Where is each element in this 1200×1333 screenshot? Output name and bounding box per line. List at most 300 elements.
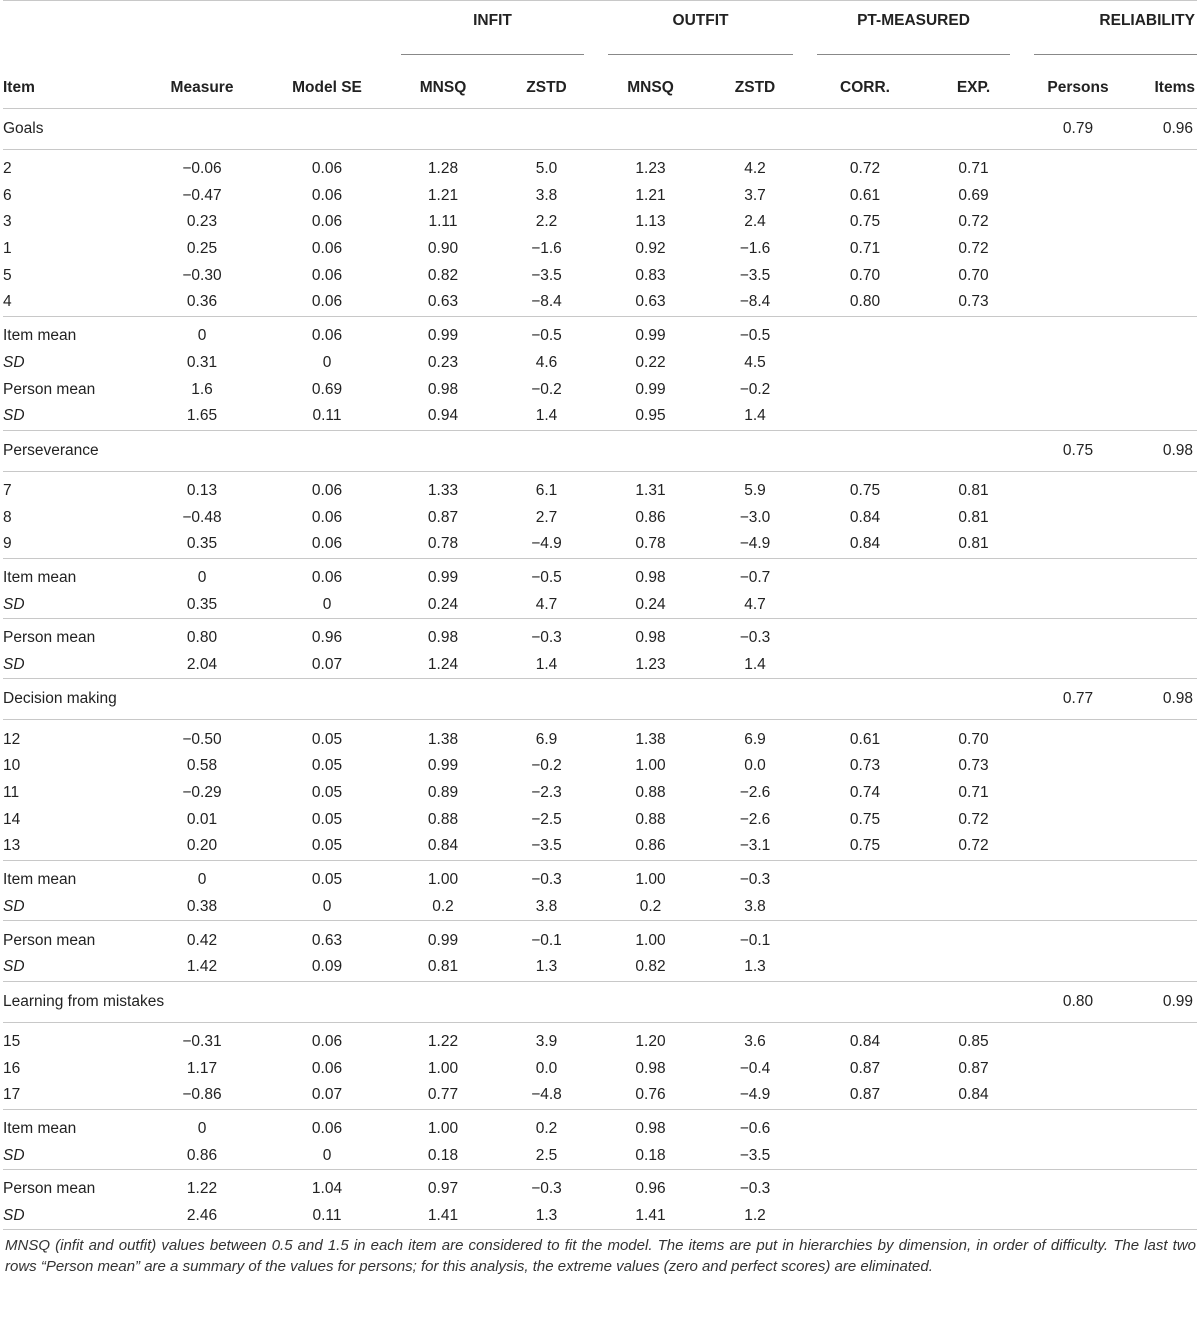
table-footnote: MNSQ (infit and outfit) values between 0.5 and 1.5 in each item are considered to fit the model. The items are put in hierarchies by dimension, in order of difficulty. The last two rows “Person mean” are a summary of the values for persons; for this analysis, the extreme values (zero and perfect scores) are eliminated. [5, 1237, 1196, 1275]
cell-corr: 0.75 [805, 833, 925, 860]
cell-outfit-mnsq: 0.22 [635, 353, 666, 371]
cell-outfit-mnsq: 0.98 [635, 1059, 666, 1077]
summary-row [3, 350, 1197, 377]
summary-row [3, 403, 1197, 430]
cell-outfit-mnsq: 0.92 [635, 240, 666, 258]
cell-measure: 2.04 [139, 652, 265, 679]
cell-model-se: 0.06 [311, 1059, 343, 1077]
cell-exp: 0.84 [925, 1082, 1022, 1109]
cell-outfit-zstd: −0.3 [739, 1180, 771, 1198]
cell-measure: 0.86 [139, 1142, 265, 1169]
cell-measure: 0.23 [186, 213, 218, 231]
cell-infit-zstd: 3.8 [535, 186, 558, 204]
cell-outfit-zstd: 0.0 [744, 757, 766, 775]
cell-outfit-mnsq: 0.18 [596, 1142, 705, 1169]
summary-row [3, 921, 1197, 954]
cell-outfit-mnsq: 0.98 [635, 629, 666, 647]
cell-infit-zstd: 6.9 [535, 730, 558, 748]
cell-item: 15 [3, 1032, 21, 1050]
cell-infit-zstd: −0.2 [531, 757, 562, 775]
cell-corr: 0.84 [849, 1032, 881, 1050]
cell-model-se: 0 [265, 1142, 389, 1169]
cell-model-se: 1.04 [311, 1180, 343, 1198]
cell-measure: 1.42 [139, 954, 265, 981]
cell-item: 13 [3, 833, 139, 860]
cell-measure: 0.80 [186, 629, 218, 647]
cell-infit-mnsq: 1.00 [427, 1059, 459, 1077]
cell-measure: 0 [197, 327, 207, 345]
cell-measure: −0.30 [182, 266, 222, 284]
cell-outfit-mnsq: 0.76 [596, 1082, 705, 1109]
cell-model-se: 0.05 [311, 757, 343, 775]
cell-outfit-mnsq: 0.88 [635, 784, 666, 802]
reliability-items: 0.98 [1134, 679, 1197, 720]
cell-model-se: 0.06 [265, 531, 389, 558]
cell-outfit-mnsq: 0.96 [635, 1180, 666, 1198]
cell-infit-zstd: −0.1 [531, 931, 562, 949]
section-name: Goals [3, 108, 1022, 149]
cell-infit-mnsq: 0.98 [427, 380, 459, 398]
cell-outfit-zstd: −0.4 [739, 1059, 771, 1077]
cell-measure: 0.25 [186, 240, 218, 258]
summary-row [3, 619, 1197, 652]
cell-exp: 0.71 [958, 160, 989, 178]
cell-infit-zstd: −3.5 [531, 266, 562, 284]
cell-outfit-zstd: −0.6 [739, 1119, 771, 1137]
cell-item: 16 [3, 1059, 21, 1077]
table-row [3, 504, 1197, 531]
group-infit: INFIT [473, 12, 512, 29]
cell-model-se: 0.05 [311, 730, 343, 748]
cell-model-se: 0.07 [265, 1082, 389, 1109]
cell-outfit-mnsq: 0.99 [635, 327, 666, 345]
cell-infit-zstd: −1.6 [531, 240, 562, 258]
cell-outfit-zstd: −0.7 [739, 568, 771, 586]
cell-infit-mnsq: 1.22 [427, 1032, 459, 1050]
cell-measure: 1.6 [191, 380, 213, 398]
table-row [3, 209, 1197, 236]
cell-infit-zstd: −0.3 [531, 1180, 562, 1198]
cell-measure: 0.13 [186, 481, 218, 499]
summary-row [3, 1203, 1197, 1230]
cell-corr: 0.80 [805, 289, 925, 316]
cell-measure: 0 [197, 871, 207, 889]
cell-outfit-mnsq: 0.83 [635, 266, 666, 284]
table-row [3, 720, 1197, 753]
cell-item: 10 [3, 757, 21, 775]
cell-item: 12 [3, 730, 21, 748]
table-row [3, 806, 1197, 833]
cell-item: Item mean [3, 1119, 77, 1137]
cell-infit-mnsq: 0.99 [427, 757, 459, 775]
column-header-row [3, 68, 1197, 109]
cell-model-se: 0.06 [311, 508, 343, 526]
cell-outfit-zstd: 6.9 [744, 730, 766, 748]
col-outfit-mnsq: MNSQ [627, 78, 674, 96]
cell-infit-mnsq: 1.33 [427, 481, 459, 499]
cell-model-se: 0.05 [265, 833, 389, 860]
section-header-row [3, 108, 1197, 149]
summary-row [3, 316, 1197, 349]
reliability-persons: 0.79 [1022, 108, 1134, 149]
cell-infit-zstd: 6.1 [535, 481, 558, 499]
table-row [3, 236, 1197, 263]
col-corr: CORR. [840, 78, 890, 96]
cell-outfit-zstd: −3.5 [705, 1142, 805, 1169]
cell-measure: 1.17 [186, 1059, 218, 1077]
cell-corr: 0.75 [849, 213, 881, 231]
cell-infit-mnsq: 0.89 [427, 784, 459, 802]
cell-corr: 0.75 [849, 481, 881, 499]
cell-item: 4 [3, 289, 139, 316]
cell-infit-zstd: 4.6 [535, 353, 558, 371]
summary-row [3, 1170, 1197, 1203]
cell-outfit-zstd: −8.4 [705, 289, 805, 316]
cell-exp: 0.70 [958, 730, 989, 748]
col-exp: EXP. [956, 78, 991, 96]
cell-outfit-zstd: −0.2 [739, 380, 771, 398]
cell-infit-zstd: −4.9 [497, 531, 596, 558]
cell-corr: 0.75 [849, 810, 881, 828]
cell-item: 14 [3, 810, 21, 828]
summary-row [3, 860, 1197, 893]
cell-model-se: 0.06 [265, 289, 389, 316]
cell-corr: 0.87 [805, 1082, 925, 1109]
cell-measure: 0.36 [139, 289, 265, 316]
cell-infit-zstd: 4.7 [497, 591, 596, 618]
cell-infit-zstd: 1.3 [497, 1203, 596, 1230]
cell-corr: 0.74 [849, 784, 881, 802]
cell-outfit-mnsq: 0.2 [596, 894, 705, 921]
cell-infit-zstd: 1.4 [497, 652, 596, 679]
cell-model-se: 0.11 [265, 1203, 389, 1230]
cell-corr: 0.72 [849, 160, 881, 178]
cell-corr: 0.73 [849, 757, 881, 775]
cell-outfit-mnsq: 0.86 [596, 833, 705, 860]
cell-item: SD [3, 1142, 139, 1169]
reliability-persons: 0.77 [1022, 679, 1134, 720]
cell-outfit-mnsq: 0.86 [635, 508, 666, 526]
summary-row [3, 376, 1197, 403]
cell-measure: −0.47 [182, 186, 222, 204]
cell-infit-zstd: 2.7 [535, 508, 558, 526]
cell-infit-mnsq: 1.00 [427, 871, 459, 889]
section-header-row [3, 981, 1197, 1022]
cell-outfit-zstd: 1.3 [705, 954, 805, 981]
cell-infit-mnsq: 1.00 [427, 1119, 459, 1137]
cell-model-se: 0.06 [311, 266, 343, 284]
section-name: Decision making [3, 679, 1022, 720]
cell-model-se: 0.11 [265, 403, 389, 430]
cell-model-se: 0.05 [311, 784, 343, 802]
cell-outfit-mnsq: 0.95 [596, 403, 705, 430]
cell-exp: 0.72 [925, 833, 1022, 860]
col-item: Item [3, 78, 35, 96]
cell-model-se: 0.05 [311, 810, 343, 828]
cell-measure: 2.46 [139, 1203, 265, 1230]
cell-exp: 0.72 [958, 810, 989, 828]
group-header-row [3, 1, 1197, 41]
cell-infit-mnsq: 1.28 [427, 160, 459, 178]
cell-outfit-mnsq: 1.13 [635, 213, 666, 231]
cell-infit-mnsq: 0.88 [427, 810, 459, 828]
cell-measure: 0.01 [186, 810, 218, 828]
col-measure: Measure [170, 78, 234, 96]
cell-model-se: 0.05 [311, 871, 343, 889]
cell-item: 2 [3, 160, 12, 178]
col-items: Items [1154, 78, 1195, 96]
cell-measure: 0 [197, 1119, 207, 1137]
cell-infit-mnsq: 0.99 [427, 568, 459, 586]
cell-infit-mnsq: 0.99 [427, 931, 459, 949]
cell-infit-zstd: −0.5 [531, 327, 562, 345]
cell-outfit-zstd: −3.1 [705, 833, 805, 860]
cell-infit-zstd: 5.0 [535, 160, 558, 178]
table-row [3, 262, 1197, 289]
cell-outfit-zstd: 4.5 [744, 353, 766, 371]
cell-item: SD [3, 954, 139, 981]
cell-model-se: 0.06 [311, 1119, 343, 1137]
cell-measure: −0.48 [182, 508, 222, 526]
cell-outfit-mnsq: 0.98 [635, 568, 666, 586]
reliability-items: 0.96 [1134, 108, 1197, 149]
cell-infit-zstd: 0.0 [535, 1059, 558, 1077]
cell-corr: 0.61 [849, 730, 881, 748]
summary-row [3, 558, 1197, 591]
cell-infit-zstd: −4.8 [497, 1082, 596, 1109]
cell-measure: 0.35 [139, 591, 265, 618]
cell-infit-zstd: −2.5 [531, 810, 562, 828]
cell-model-se: 0.06 [311, 327, 343, 345]
group-pt-measured: PT-MEASURED [857, 12, 970, 29]
cell-infit-mnsq: 0.94 [389, 403, 497, 430]
cell-outfit-zstd: 3.7 [744, 186, 766, 204]
cell-infit-zstd: 1.4 [497, 403, 596, 430]
cell-outfit-mnsq: 0.88 [635, 810, 666, 828]
cell-infit-mnsq: 1.38 [427, 730, 459, 748]
cell-item: 8 [3, 508, 12, 526]
cell-model-se: 0.06 [311, 1032, 343, 1050]
cell-infit-zstd: 3.8 [497, 894, 596, 921]
col-model-se: Model SE [292, 78, 362, 96]
cell-exp: 0.70 [958, 266, 989, 284]
cell-outfit-mnsq: 0.98 [635, 1119, 666, 1137]
table-row [3, 289, 1197, 316]
table-row [3, 1055, 1197, 1082]
cell-outfit-mnsq: 1.31 [635, 481, 666, 499]
cell-outfit-mnsq: 1.20 [635, 1032, 666, 1050]
cell-outfit-zstd: 5.9 [744, 481, 766, 499]
cell-outfit-zstd: 3.6 [744, 1032, 766, 1050]
table-row [3, 780, 1197, 807]
cell-item: SD [3, 1203, 139, 1230]
cell-item: 7 [3, 481, 12, 499]
cell-outfit-zstd: 1.2 [705, 1203, 805, 1230]
cell-item: Person mean [3, 1180, 96, 1198]
table-row [3, 471, 1197, 504]
cell-infit-zstd: 3.9 [535, 1032, 558, 1050]
cell-corr: 0.87 [849, 1059, 881, 1077]
cell-outfit-zstd: −2.6 [739, 784, 771, 802]
cell-infit-zstd: 1.3 [497, 954, 596, 981]
cell-model-se: 0.06 [311, 568, 343, 586]
group-reliability: RELIABILITY [1099, 12, 1195, 29]
cell-item: 6 [3, 186, 12, 204]
cell-item: 9 [3, 531, 139, 558]
cell-measure: 1.22 [186, 1180, 218, 1198]
cell-infit-mnsq: 0.2 [389, 894, 497, 921]
section-header-row [3, 679, 1197, 720]
cell-outfit-zstd: −0.1 [739, 931, 771, 949]
cell-outfit-mnsq: 1.41 [596, 1203, 705, 1230]
cell-item: SD [3, 403, 139, 430]
cell-outfit-zstd: 2.4 [744, 213, 766, 231]
cell-infit-mnsq: 0.84 [389, 833, 497, 860]
cell-exp: 0.81 [925, 531, 1022, 558]
cell-model-se: 0.06 [311, 213, 343, 231]
cell-item: SD [3, 894, 139, 921]
cell-measure: −0.86 [139, 1082, 265, 1109]
cell-outfit-mnsq: 1.23 [596, 652, 705, 679]
cell-model-se: 0 [322, 353, 332, 371]
cell-outfit-zstd: 4.7 [705, 591, 805, 618]
col-persons: Persons [1047, 78, 1109, 96]
cell-measure: 0.42 [186, 931, 218, 949]
cell-item: 17 [3, 1082, 139, 1109]
cell-outfit-zstd: −4.9 [705, 1082, 805, 1109]
cell-model-se: 0.69 [311, 380, 343, 398]
cell-measure: 0.20 [139, 833, 265, 860]
cell-outfit-mnsq: 0.78 [596, 531, 705, 558]
cell-exp: 0.81 [958, 481, 989, 499]
cell-exp: 0.72 [958, 240, 989, 258]
cell-measure: −0.29 [182, 784, 222, 802]
cell-item: Item mean [3, 871, 77, 889]
cell-model-se: 0.06 [311, 240, 343, 258]
cell-corr: 0.71 [849, 240, 881, 258]
cell-corr: 0.84 [849, 508, 881, 526]
cell-infit-zstd: −0.5 [531, 568, 562, 586]
rasch-table [3, 0, 1197, 1230]
cell-item: Item mean [3, 327, 77, 345]
cell-outfit-zstd: 1.4 [705, 652, 805, 679]
cell-outfit-zstd: −0.3 [739, 871, 771, 889]
cell-item: Item mean [3, 568, 77, 586]
cell-outfit-mnsq: 0.82 [596, 954, 705, 981]
cell-exp: 0.87 [958, 1059, 989, 1077]
cell-exp: 0.85 [958, 1032, 989, 1050]
cell-model-se: 0 [265, 591, 389, 618]
cell-infit-zstd: −0.3 [531, 629, 562, 647]
col-infit-mnsq: MNSQ [419, 78, 467, 96]
cell-outfit-zstd: −4.9 [705, 531, 805, 558]
cell-infit-mnsq: 0.87 [427, 508, 459, 526]
cell-item: SD [3, 652, 139, 679]
cell-measure: −0.06 [182, 160, 222, 178]
cell-infit-mnsq: 1.41 [389, 1203, 497, 1230]
cell-item: 3 [3, 213, 12, 231]
cell-outfit-mnsq: 1.00 [635, 871, 666, 889]
cell-model-se: 0.07 [265, 652, 389, 679]
summary-row [3, 1109, 1197, 1142]
cell-item: 11 [3, 784, 20, 802]
cell-infit-mnsq: 0.78 [389, 531, 497, 558]
reliability-persons: 0.75 [1022, 430, 1134, 471]
cell-infit-mnsq: 0.18 [389, 1142, 497, 1169]
group-outfit: OUTFIT [672, 12, 729, 29]
cell-infit-mnsq: 0.81 [389, 954, 497, 981]
cell-outfit-zstd: −0.3 [739, 629, 771, 647]
cell-model-se: 0.96 [311, 629, 343, 647]
cell-exp: 0.72 [958, 213, 989, 231]
cell-infit-zstd: −0.2 [531, 380, 562, 398]
cell-infit-mnsq: 0.98 [427, 629, 459, 647]
cell-outfit-zstd: −1.6 [739, 240, 771, 258]
reliability-items: 0.99 [1134, 981, 1197, 1022]
table-row [3, 182, 1197, 209]
cell-corr: 0.61 [849, 186, 881, 204]
section-name: Learning from mistakes [3, 981, 1022, 1022]
cell-infit-mnsq: 1.21 [427, 186, 459, 204]
cell-measure: 1.65 [139, 403, 265, 430]
cell-infit-zstd: 2.5 [497, 1142, 596, 1169]
cell-exp: 0.81 [958, 508, 989, 526]
cell-infit-mnsq: 0.63 [389, 289, 497, 316]
reliability-items: 0.98 [1134, 430, 1197, 471]
table-row [3, 833, 1197, 860]
section-name: Perseverance [3, 430, 1022, 471]
table-row [3, 531, 1197, 558]
cell-model-se: 0.09 [265, 954, 389, 981]
cell-infit-zstd: −8.4 [497, 289, 596, 316]
cell-corr: 0.84 [805, 531, 925, 558]
cell-item: SD [3, 591, 139, 618]
cell-measure: 0.38 [139, 894, 265, 921]
section-header-row [3, 430, 1197, 471]
cell-infit-mnsq: 0.23 [427, 353, 459, 371]
cell-outfit-zstd: −0.5 [739, 327, 771, 345]
cell-infit-zstd: 2.2 [535, 213, 558, 231]
cell-infit-mnsq: 0.90 [427, 240, 459, 258]
cell-item: Person mean [3, 931, 96, 949]
summary-row [3, 894, 1197, 921]
cell-item: 5 [3, 266, 12, 284]
summary-row [3, 652, 1197, 679]
cell-measure: 0.31 [186, 353, 218, 371]
cell-model-se: 0.06 [311, 186, 343, 204]
cell-exp: 0.73 [925, 289, 1022, 316]
cell-outfit-mnsq: 0.63 [596, 289, 705, 316]
cell-exp: 0.73 [958, 757, 989, 775]
cell-outfit-mnsq: 1.38 [635, 730, 666, 748]
cell-infit-mnsq: 0.99 [427, 327, 459, 345]
cell-model-se: 0.06 [311, 481, 343, 499]
cell-infit-zstd: −0.3 [531, 871, 562, 889]
cell-exp: 0.71 [958, 784, 989, 802]
cell-measure: 0.58 [186, 757, 218, 775]
cell-item: Person mean [3, 380, 96, 398]
cell-outfit-zstd: −3.0 [739, 508, 771, 526]
col-outfit-zstd: ZSTD [734, 78, 776, 96]
cell-infit-zstd: −2.3 [531, 784, 562, 802]
cell-measure: −0.50 [182, 730, 222, 748]
cell-outfit-mnsq: 1.21 [635, 186, 666, 204]
cell-infit-zstd: −3.5 [497, 833, 596, 860]
cell-measure: 0.35 [139, 531, 265, 558]
reliability-persons: 0.80 [1022, 981, 1134, 1022]
table-row [3, 753, 1197, 780]
cell-outfit-mnsq: 1.00 [635, 931, 666, 949]
